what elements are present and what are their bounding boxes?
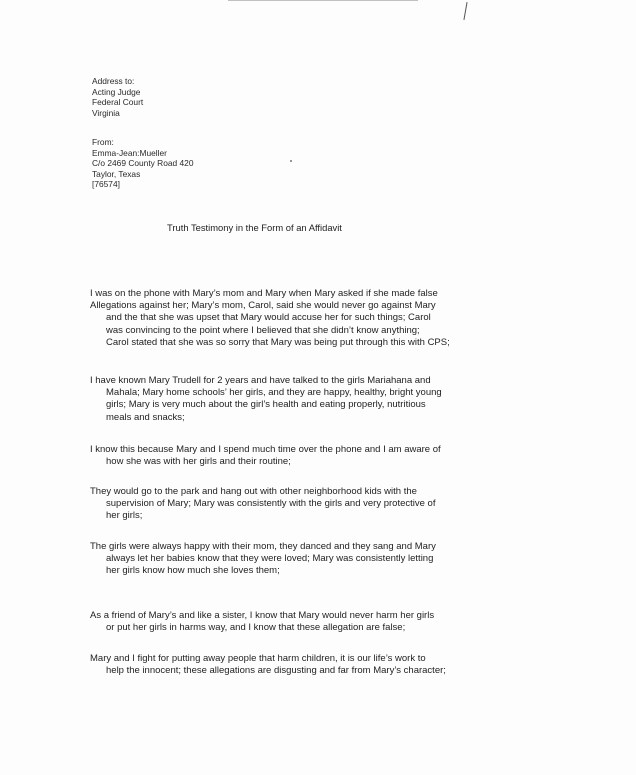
scan-edge-mark xyxy=(228,0,418,1)
address-to-line: Virginia xyxy=(92,107,120,118)
paragraph-line: Allegations against her; Mary’s mom, Carol, said she would never go against Mary xyxy=(90,300,436,312)
address-to-line: Acting Judge xyxy=(92,86,141,97)
paragraph xyxy=(90,541,530,578)
document-title: Truth Testimony in the Form of an Affidavit xyxy=(167,222,342,233)
paragraph xyxy=(90,288,530,349)
address-from-line: Taylor, Texas xyxy=(92,168,141,179)
address-from-label: From: xyxy=(92,137,114,147)
paragraph-line: meals and snacks; xyxy=(106,411,185,423)
address-to-block xyxy=(92,76,143,118)
scan-pen-mark xyxy=(463,2,467,20)
address-from-line: [76574] xyxy=(92,179,120,190)
paragraph-line: I know this because Mary and I spend much time over the phone and I am aware of xyxy=(90,444,441,455)
paragraph-line: I was on the phone with Mary’s mom and Mary when Mary asked if she made false xyxy=(90,288,438,299)
paragraph-line: They would go to the park and hang out with other neighborhood kids with the xyxy=(90,486,417,497)
paragraph-line: Mahala; Mary home schools’ her girls, and they are happy, healthy, bright young xyxy=(106,387,442,399)
paragraph-line: girls; Mary is very much about the girl’s health and eating properly, nutritious xyxy=(106,399,426,411)
paragraph xyxy=(90,653,530,677)
paragraph-line: As a friend of Mary’s and like a sister, I know that Mary would never harm her girls xyxy=(90,610,435,621)
paragraph-line: Mary and I fight for putting away people that harm children, it is our life’s work to xyxy=(90,653,426,664)
paragraph-line: her girls; xyxy=(106,510,143,522)
paragraph-line: how she was with her girls and their routine; xyxy=(106,456,291,468)
paragraph-line: I have known Mary Trudell for 2 years and have talked to the girls Mariahana and xyxy=(90,375,431,386)
paragraph xyxy=(90,444,530,468)
address-from-line: Emma-Jean:Mueller xyxy=(92,147,167,158)
address-to-label: Address to: xyxy=(92,76,135,86)
scan-speck xyxy=(290,160,292,162)
paragraph-line: supervision of Mary; Mary was consistently with the girls and very protective of xyxy=(106,498,436,510)
paragraph-line: always let her babies know that they were loved; Mary was consistently letting xyxy=(106,553,434,565)
paragraph-line: or put her girls in harms way, and I know that these allegation are false; xyxy=(106,622,406,634)
paragraph-line: was convincing to the point where I believed that she didn’t know anything; xyxy=(106,324,420,336)
paragraph xyxy=(90,375,530,424)
paragraph-line: The girls were always happy with their mom, they danced and they sang and Mary xyxy=(90,541,436,552)
paragraph xyxy=(90,610,530,634)
address-from-line: C/o 2469 County Road 420 xyxy=(92,158,194,169)
paragraph-line: help the innocent; these allegations are disgusting and far from Mary’s character; xyxy=(106,665,446,677)
paragraph-line: her girls know how much she loves them; xyxy=(106,565,280,577)
paragraph xyxy=(90,486,530,523)
address-from-block xyxy=(92,137,194,190)
paragraph-line: and the that she was upset that Mary would accuse her for such things; Carol xyxy=(106,312,431,324)
address-to-line: Federal Court xyxy=(92,97,144,108)
paragraph-line: Carol stated that she was so sorry that Mary was being put through this with CPS; xyxy=(106,336,450,348)
